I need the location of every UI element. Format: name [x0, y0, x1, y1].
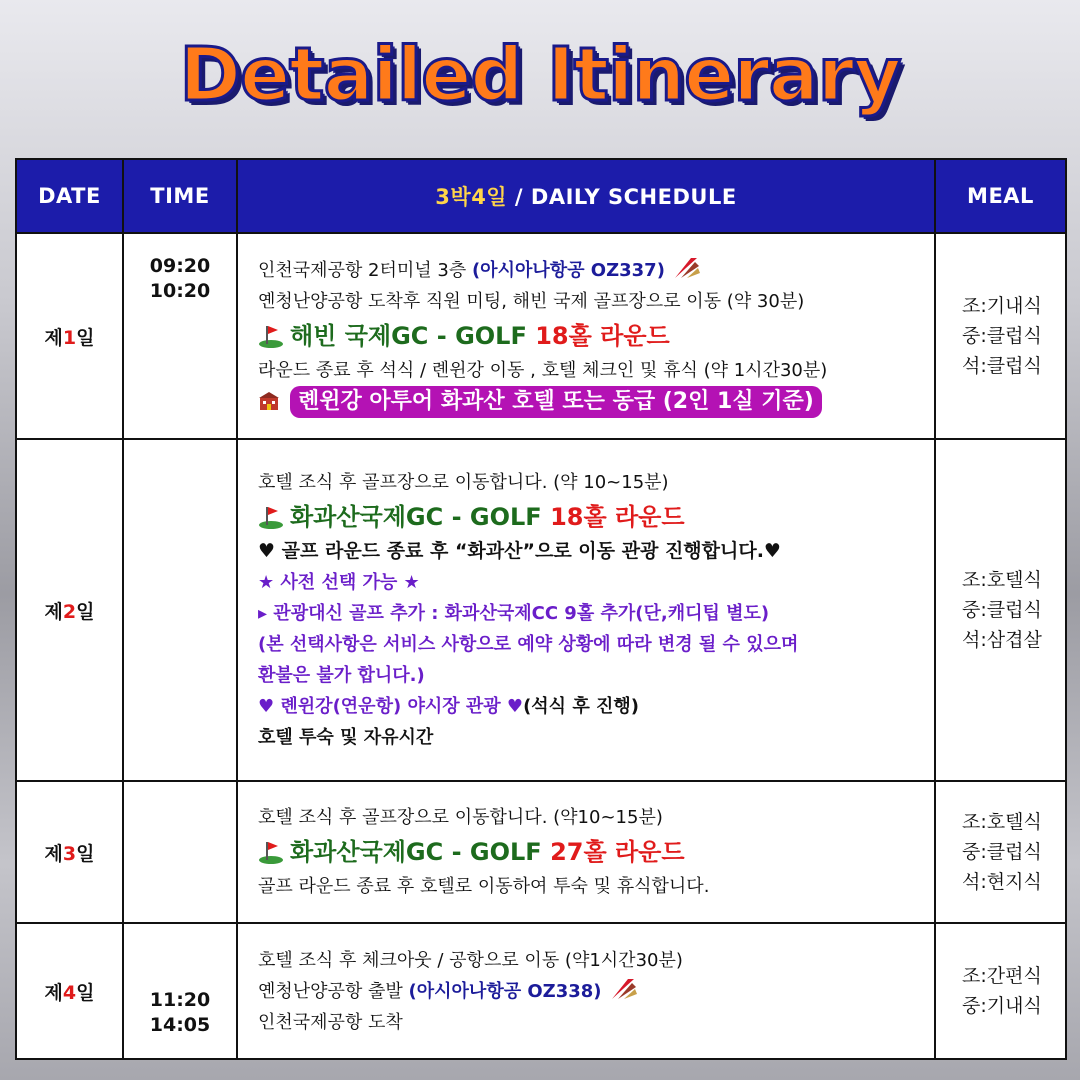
flight-info: (아시아나항공 OZ338): [408, 980, 602, 1002]
time-cell: [123, 781, 237, 923]
hotel-line: [258, 386, 934, 418]
header-time: TIME: [123, 159, 237, 233]
asiana-airline-logo-icon: [671, 256, 701, 280]
meal-breakfast: 조:호텔식: [962, 569, 1042, 591]
schedule-line: 호텔 조식 후 골프장으로 이동합니다. (약 10~15분): [258, 472, 669, 493]
meal-cell: [935, 233, 1066, 439]
flight-info: (아시아나항공 OZ337): [471, 259, 665, 281]
schedule-cell: [237, 923, 935, 1059]
golf-flag-icon: [258, 839, 284, 865]
schedule-line: 호텔 조식 후 골프장으로 이동합니다. (약10~15분): [258, 807, 663, 828]
meal-lunch: 중:클럽식: [962, 325, 1042, 347]
header-meal: MEAL: [935, 159, 1066, 233]
schedule-line: 옌청난양공항 도착후 직원 미팅, 해빈 국제 골프장으로 이동 (약 30분): [258, 290, 805, 312]
meal-breakfast: 조:호텔식: [962, 811, 1042, 833]
day-label: 제3일: [16, 781, 123, 923]
schedule-line: ♥ 골프 라운드 종료 후 “화과산”으로 이동 관광 진행합니다.♥: [258, 540, 781, 562]
meal-lunch: 중:기내식: [962, 995, 1042, 1017]
schedule-line: 호텔 조식 후 체크아웃 / 공항으로 이동 (약1시간30분): [258, 949, 683, 971]
hotel-building-icon: [258, 390, 280, 412]
golf-round-line: [258, 317, 934, 355]
golf-course-name: 화과산국제GC - GOLF: [290, 503, 551, 531]
day-row-2: [16, 439, 1066, 781]
day-row-3: [16, 781, 1066, 923]
meal-lunch: 중:클럽식: [962, 841, 1042, 863]
time-cell: [123, 923, 237, 1059]
header-row: [16, 159, 1066, 233]
schedule-line: 옌청난양공항 출발 (아시아나항공 OZ338): [258, 976, 934, 1007]
schedule-line: 라운드 종료 후 석식 / 롄윈강 이동 , 호텔 체크인 및 휴식 (약 1시간30분): [258, 359, 828, 381]
golf-round-count: 18홀 라운드: [550, 503, 685, 531]
meal-cell: [935, 439, 1066, 781]
golf-round-line: [258, 498, 934, 536]
meal-breakfast: 조:간편식: [962, 965, 1042, 987]
schedule-cell: [237, 781, 935, 923]
daily-schedule-label: / DAILY SCHEDULE: [507, 185, 737, 209]
hotel-badge: 롄윈강 아투어 화과산 호텔 또는 동급 (2인 1실 기준): [290, 386, 822, 418]
schedule-line: 인천국제공항 도착: [258, 1011, 403, 1033]
arrival-time: 14:05: [149, 1014, 211, 1036]
golf-flag-icon: [258, 504, 284, 530]
day-row-4: [16, 923, 1066, 1059]
arrival-time: 10:20: [149, 280, 211, 302]
day-label: 제1일: [16, 233, 123, 439]
header-schedule: [237, 159, 935, 233]
golf-course-name: 화과산국제GC - GOLF: [290, 838, 551, 866]
golf-round-count: 27홀 라운드: [550, 838, 685, 866]
meal-breakfast: 조:기내식: [962, 295, 1042, 317]
optional-note: (본 선택사항은 서비스 사항으로 예약 상황에 따라 변경 될 수 있으며: [258, 634, 799, 655]
schedule-cell: [237, 233, 935, 439]
golf-round-line: [258, 833, 934, 871]
day-label: 제2일: [16, 439, 123, 781]
page-title: Detailed Itinerary: [179, 32, 901, 118]
optional-note: 환불은 불가 합니다.): [258, 665, 425, 686]
meal-dinner: 석:삼겹살: [962, 629, 1042, 651]
schedule-line: 인천국제공항 2터미널 3층 (아시아나항공 OZ337): [258, 255, 934, 286]
departure-time: 11:20: [149, 989, 211, 1011]
time-cell: [123, 233, 237, 439]
header-date: DATE: [16, 159, 123, 233]
meal-dinner: 석:클럽식: [962, 355, 1042, 377]
day-label: 제4일: [16, 923, 123, 1059]
schedule-line: 골프 라운드 종료 후 호텔로 이동하여 투숙 및 휴식합니다.: [258, 876, 710, 897]
time-cell: [123, 439, 237, 781]
schedule-cell: [237, 439, 935, 781]
asiana-airline-logo-icon: [608, 977, 638, 1001]
optional-item: ▸ 관광대신 골프 추가 : 화과산국제CC 9홀 추가(단,캐디팁 별도): [258, 603, 770, 624]
meal-cell: [935, 923, 1066, 1059]
meal-lunch: 중:클럽식: [962, 599, 1042, 621]
golf-course-name: 해빈 국제GC - GOLF: [290, 321, 536, 350]
golf-flag-icon: [258, 323, 284, 349]
schedule-line: 호텔 투숙 및 자유시간: [258, 727, 434, 748]
schedule-line: ♥ 롄윈강(연운항) 야시장 관광 ♥(석식 후 진행): [258, 696, 639, 717]
duration-label: 3박4일: [435, 185, 508, 209]
night-market-tour: ♥ 롄윈강(연운항) 야시장 관광 ♥: [258, 696, 524, 717]
departure-time: 09:20: [149, 255, 211, 277]
meal-dinner: 석:현지식: [962, 871, 1042, 893]
golf-round-count: 18홀 라운드: [535, 321, 670, 350]
itinerary-table: [15, 158, 1067, 1060]
meal-cell: [935, 781, 1066, 923]
optional-heading: ★ 사전 선택 가능 ★: [258, 572, 420, 593]
day-row-1: [16, 233, 1066, 439]
